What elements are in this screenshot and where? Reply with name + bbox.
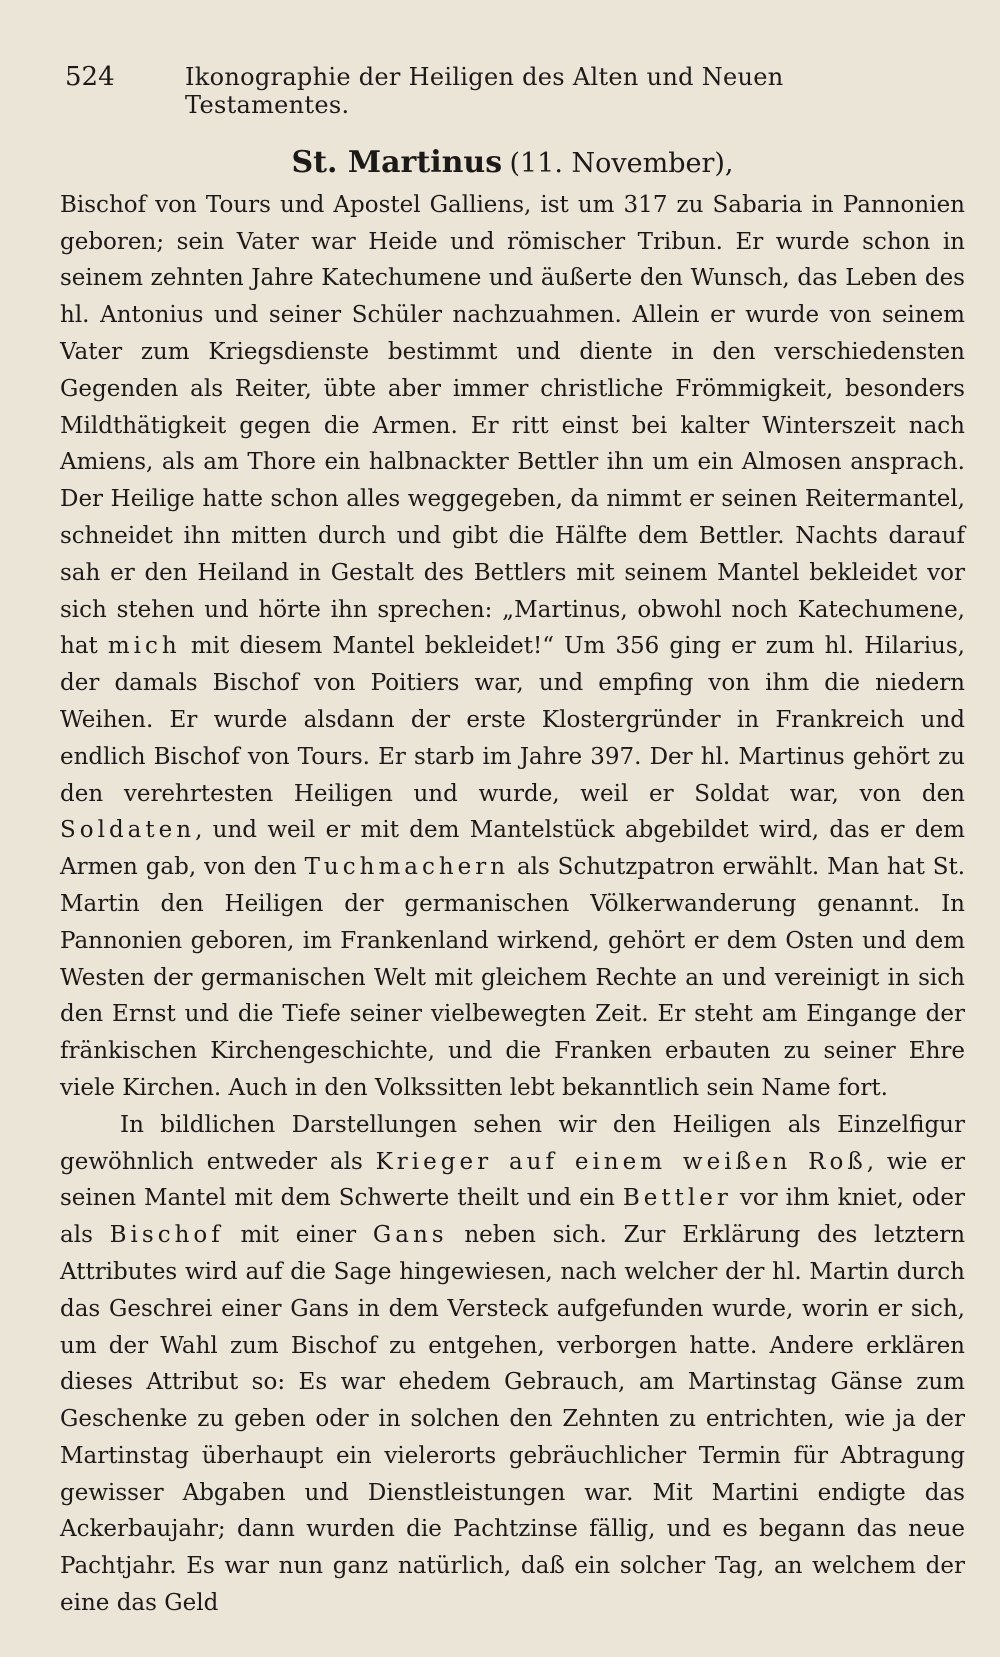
body-text [60, 145, 965, 1622]
emphasis-text: Soldaten [60, 817, 196, 844]
emphasis-text: Tuchmachern [304, 854, 510, 881]
emphasis-text: Krieger auf einem weißen Roß [375, 1148, 867, 1175]
paragraph-text: mit diesem Mantel bekleidet!“ Um 356 ging er zum hl. Hilarius, der damals Bischof von Poitiers war, und empfing von ihm die niedern Weihen. Er wurde alsdann der erste Klostergründer in Frankreich und endlich Bischof von Tours. Er starb im Jahre 397. Der hl. Martinus gehört zu den verehrtesten Heiligen und wurde, weil er Soldat war, von den [60, 633, 965, 807]
paragraph-text: , und weil er mit dem Mantelstück abgebildet wird, das er dem Armen gab, von den [60, 817, 965, 881]
page-header [65, 62, 945, 119]
paragraph [60, 187, 965, 1107]
entry-heading [60, 145, 965, 184]
emphasis-text: Bischof [109, 1222, 224, 1249]
running-title: Ikonographie der Heiligen des Alten und Neuen Testamentes. [185, 63, 784, 119]
paragraph [60, 1107, 965, 1622]
paragraph-text: In bildlichen Darstellungen sehen wir den Heiligen als Einzelfigur gewöhnlich entweder als [60, 1111, 965, 1175]
emphasis-text: mich [107, 633, 181, 660]
saint-name: St. Martinus [291, 145, 503, 180]
paragraph-text: als Schutzpatron erwählt. Man hat St. Martin den Heiligen der germanischen Völkerwanderung genannt. In Pannonien geboren, im Frankenland wirkend, gehört er dem Osten und dem Westen der germanischen Welt mit gleichem Rechte an und vereinigt in sich den Ernst und die Tiefe seiner vielbewegten Zeit. Er steht am Eingange der fränkischen Kirchengeschichte, und die Franken erbauten zu seiner Ehre viele Kirchen. Auch in den Volkssitten lebt bekanntlich sein Name fort. [60, 854, 966, 1101]
page-number: 524 [65, 62, 115, 92]
paragraph-text: , wie er seinen Mantel mit dem Schwerte theilt und ein [60, 1148, 965, 1212]
paragraph-text: neben sich. Zur Erklärung des letztern Attributes wird auf die Sage hingewiesen, nach welcher der hl. Martin durch das Geschrei einer Gans in dem Versteck aufgefunden wurde, worin er sich, um der Wahl zum Bischof zu entgehen, verborgen hatte. Andere erklären dieses Attribut so: Es war ehedem Gebrauch, am Martinstag Gänse zum Geschenke zu geben oder in solchen den Zehnten zu entrichten, wie ja der Martinstag überhaupt ein vielerorts gebräuchlicher Termin für Abtragung gewisser Abgaben und Dienstleistungen war. Mit Martini endigte das Ackerbaujahr; dann wurden die Pachtzinse fällig, und es begann das neue Pachtjahr. Es war nun ganz natürlich, daß ein solcher Tag, an welchem der eine das Geld [60, 1222, 966, 1617]
paragraph-text: vor ihm kniet, oder als [60, 1185, 965, 1249]
paragraph-text: mit einer [223, 1222, 373, 1249]
paragraph-text: Bischof von Tours und Apostel Galliens, ist um 317 zu Sabaria in Pannonien geboren; sein Vater war Heide und römischer Tribun. Er wurde schon in seinem zehnten Jahre Katechumene und äußerte den Wunsch, das Leben des hl. Antonius und seiner Schüler nachzuahmen. Allein er wurde von seinem Vater zum Kriegsdienste bestimmt und diente in den verschiedensten Gegenden als Reiter, übte aber immer christliche Frömmigkeit, besonders Mildthätigkeit gegen die Armen. Er ritt einst bei kalter Winterszeit nach Amiens, als am Thore ein halbnackter Bettler ihn um ein Almosen ansprach. Der Heilige hatte schon alles weggegeben, da nimmt er seinen Reitermantel, schneidet ihn mitten durch und gibt die Hälfte dem Bettler. Nachts darauf sah er den Heiland in Gestalt des Bettlers mit seinem Mantel bekleidet vor sich stehen und hörte ihn sprechen: „Martinus, obwohl noch Katechumene, hat [60, 191, 965, 660]
emphasis-text: Bettler [622, 1185, 732, 1212]
feast-date: (11. November), [509, 148, 734, 179]
emphasis-text: Gans [372, 1222, 448, 1249]
